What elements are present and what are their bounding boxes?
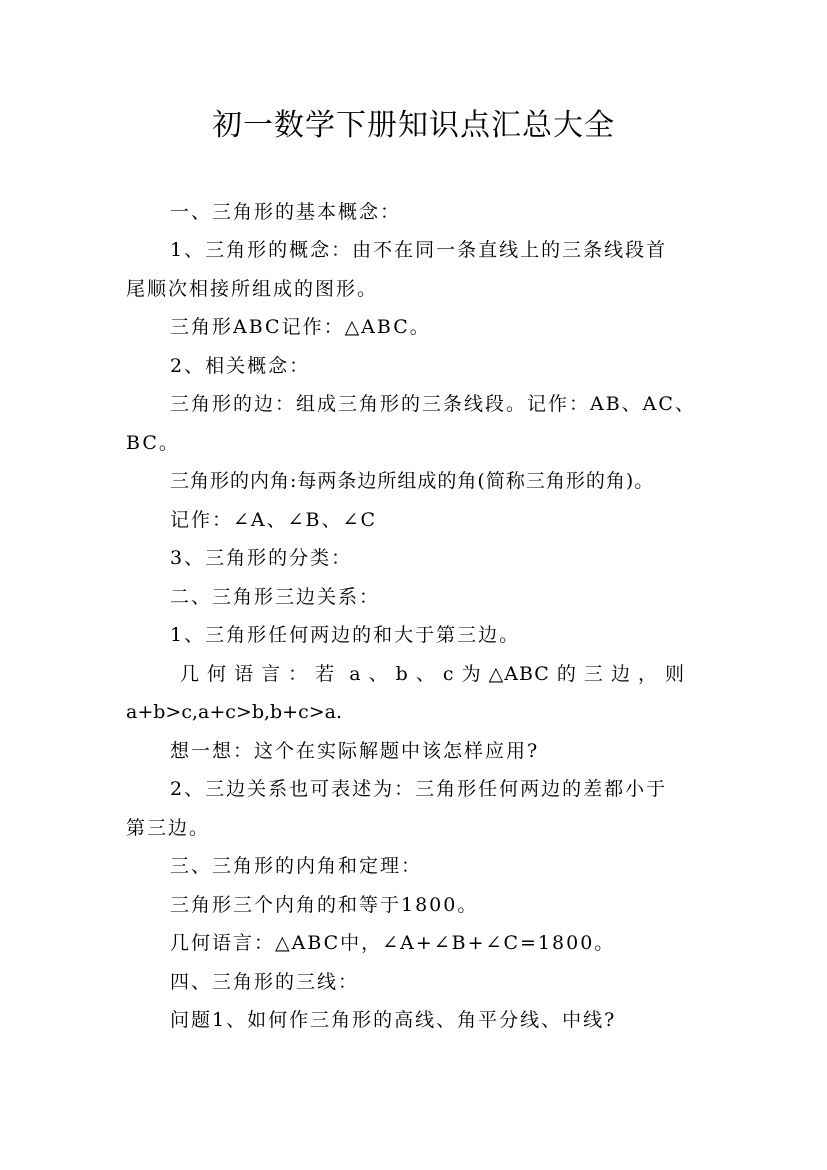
text-line: 尾顺次相接所组成的图形。	[126, 278, 379, 300]
text-line: 三角形的边：组成三角形的三条线段。记作：AB、AC、	[170, 393, 696, 415]
document-title: 初一数学下册知识点汇总大全	[212, 108, 615, 143]
text-line: 几何语言：△ABC中，∠A+∠B+∠C=1800。	[170, 932, 616, 954]
text-line: 2、相关概念：	[170, 355, 311, 377]
text-line: 2、三边关系也可表述为：三角形任何两边的差都小于	[170, 778, 668, 800]
text-line: 几 何 语 言 ： 若 a 、 b 、 c 为 △ABC 的 三 边 ， 则	[180, 663, 686, 685]
text-line: 3、三角形的分类：	[170, 547, 353, 569]
text-line: BC。	[126, 432, 180, 454]
text-line: 问题1、如何作三角形的高线、角平分线、中线?	[170, 1009, 617, 1031]
text-line: 三角形三个内角的和等于1800。	[170, 894, 479, 916]
text-line: 第三边。	[126, 817, 211, 839]
text-line: 1、三角形任何两边的和大于第三边。	[170, 624, 521, 646]
text-line: 三角形的内角:每两条边所组成的角(简称三角形的角)。	[170, 470, 655, 492]
text-line: 想一想：这个在实际解题中该怎样应用?	[170, 740, 540, 762]
text-line: 四、三角形的三线：	[170, 971, 360, 993]
text-line: 记作：∠A、∠B、∠C	[170, 509, 377, 531]
text-line: 二、三角形三边关系：	[170, 586, 381, 608]
text-line: 一、三角形的基本概念：	[170, 201, 402, 223]
text-line: a+b>c,a+c>b,b+c>a.	[126, 701, 343, 723]
text-line: 三、三角形的内角和定理：	[170, 855, 423, 877]
text-line: 1、三角形的概念：由不在同一条直线上的三条线段首	[170, 239, 668, 261]
text-line: 三角形ABC记作：△ABC。	[170, 316, 431, 338]
